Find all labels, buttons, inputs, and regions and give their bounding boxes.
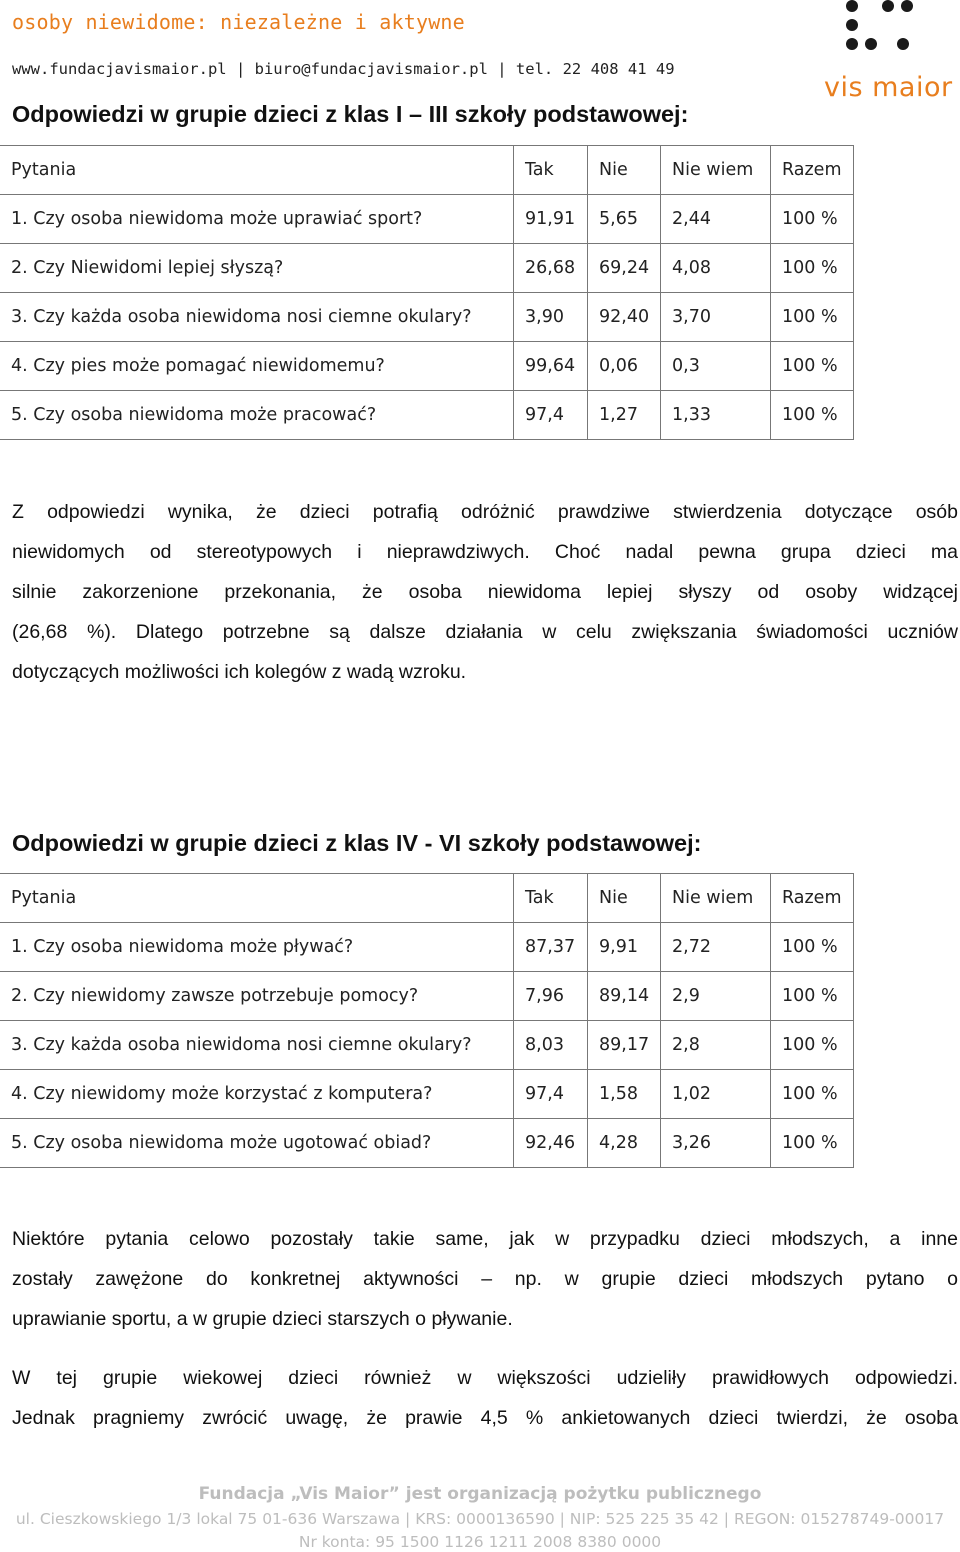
nie-cell: 89,14 [588,972,661,1021]
logo-dot [897,38,909,50]
razem-cell: 100 % [771,244,854,293]
nie-wiem-cell: 2,9 [661,972,771,1021]
contact-line: www.fundacjavismaior.pl | biuro@fundacjavismaior.pl | tel. 22 408 41 49 [12,60,675,78]
logo-wordmark: vis maior [824,72,953,103]
question-cell: 3. Czy każda osoba niewidoma nosi ciemne okulary? [0,1021,514,1070]
section1-heading: Odpowiedzi w grupie dzieci z klas I – III szkoły podstawowej: [12,101,689,127]
logo-dot [846,19,858,31]
nie-cell: 1,27 [588,391,661,440]
razem-cell: 100 % [771,923,854,972]
nie-cell: 9,91 [588,923,661,972]
table-row [0,1119,854,1168]
section2-heading: Odpowiedzi w grupie dzieci z klas IV - VI szkoły podstawowej: [12,830,702,856]
col-header-razem: Razem [771,146,854,195]
tak-cell: 7,96 [514,972,588,1021]
nie-wiem-cell: 2,44 [661,195,771,244]
col-header-tak: Tak [514,146,588,195]
nie-cell: 1,58 [588,1070,661,1119]
footer-bank-account: Nr konta: 95 1500 1126 1211 2008 8380 0000 [298,1533,662,1551]
question-cell: 2. Czy Niewidomi lepiej słyszą? [0,244,514,293]
question-cell: 3. Czy każda osoba niewidoma nosi ciemne okulary? [0,293,514,342]
logo-dot [846,0,858,12]
logo-dot [846,38,858,50]
paragraph-line: uprawianie sportu, a w grupie dzieci starszych o pływanie. [12,1308,513,1330]
question-cell: 5. Czy osoba niewidoma może ugotować obiad? [0,1119,514,1168]
nie-wiem-cell: 2,72 [661,923,771,972]
table-header-row [0,874,854,923]
razem-cell: 100 % [771,1119,854,1168]
section1-summary-paragraph [12,492,958,692]
table-row [0,391,854,440]
question-cell: 1. Czy osoba niewidoma może uprawiać sport? [0,195,514,244]
question-cell: 4. Czy pies może pomagać niewidomemu? [0,342,514,391]
section2-paragraph-1 [12,1219,958,1339]
tak-cell: 8,03 [514,1021,588,1070]
razem-cell: 100 % [771,391,854,440]
paragraph-line: silnie zakorzenione przekonania, że osoba niewidoma lepiej słyszy od osoby widzącej [12,581,958,603]
nie-wiem-cell: 4,08 [661,244,771,293]
section1-table [0,145,854,440]
nie-cell: 4,28 [588,1119,661,1168]
table-row [0,195,854,244]
question-cell: 5. Czy osoba niewidoma może pracować? [0,391,514,440]
table-row [0,342,854,391]
col-header-nie: Nie [588,874,661,923]
col-header-questions: Pytania [0,146,514,195]
razem-cell: 100 % [771,1021,854,1070]
paragraph-line: (26,68 %). Dlatego potrzebne są dalsze działania w celu zwiększania świadomości uczniów [12,621,958,643]
col-header-nie-wiem: Nie wiem [661,874,771,923]
nie-cell: 89,17 [588,1021,661,1070]
logo-dot [865,38,877,50]
tak-cell: 26,68 [514,244,588,293]
paragraph-line: Z odpowiedzi wynika, że dzieci potrafią odróżnić prawdziwe stwierdzenia dotyczące osób [12,501,958,523]
logo-dot [901,0,913,12]
footer-address: ul. Cieszkowskiego 1/3 lokal 75 01-636 Warszawa | KRS: 0000136590 | NIP: 525 225 35 42 | REGON: 015278749-00017 [15,1510,945,1528]
col-header-nie: Nie [588,146,661,195]
nie-wiem-cell: 1,33 [661,391,771,440]
table-row [0,972,854,1021]
razem-cell: 100 % [771,1070,854,1119]
org-title: osoby niewidome: niezależne i aktywne [12,10,465,34]
table-row [0,1021,854,1070]
nie-wiem-cell: 3,26 [661,1119,771,1168]
tak-cell: 91,91 [514,195,588,244]
nie-cell: 69,24 [588,244,661,293]
tak-cell: 97,4 [514,1070,588,1119]
col-header-nie-wiem: Nie wiem [661,146,771,195]
logo-dot [882,0,894,12]
razem-cell: 100 % [771,293,854,342]
section2-paragraph-2 [12,1358,958,1438]
col-header-questions: Pytania [0,874,514,923]
nie-wiem-cell: 3,70 [661,293,771,342]
paragraph-line: niewidomych od stereotypowych i nieprawdziwych. Choć nadal pewna grupa dzieci ma [12,541,958,563]
table-row [0,293,854,342]
nie-cell: 92,40 [588,293,661,342]
paragraph-line: dotyczących możliwości ich kolegów z wadą wzroku. [12,661,467,683]
table-row [0,1070,854,1119]
tak-cell: 3,90 [514,293,588,342]
col-header-razem: Razem [771,874,854,923]
tak-cell: 92,46 [514,1119,588,1168]
tak-cell: 99,64 [514,342,588,391]
nie-wiem-cell: 1,02 [661,1070,771,1119]
footer-org-status: Fundacja „Vis Maior” jest organizacją pożytku publicznego [198,1484,762,1504]
razem-cell: 100 % [771,342,854,391]
paragraph-line: Jednak pragniemy zwrócić uwagę, że prawie 4,5 % ankietowanych dzieci twierdzi, że osoba [12,1407,958,1429]
col-header-tak: Tak [514,874,588,923]
vis-maior-logo [820,0,960,106]
section2-table [0,873,854,1168]
table-row [0,244,854,293]
question-cell: 2. Czy niewidomy zawsze potrzebuje pomocy? [0,972,514,1021]
tak-cell: 87,37 [514,923,588,972]
question-cell: 4. Czy niewidomy może korzystać z komputera? [0,1070,514,1119]
nie-cell: 5,65 [588,195,661,244]
nie-cell: 0,06 [588,342,661,391]
paragraph-line: W tej grupie wiekowej dzieci również w większości udzieliły prawidłowych odpowiedzi. [12,1367,958,1389]
question-cell: 1. Czy osoba niewidoma może pływać? [0,923,514,972]
nie-wiem-cell: 0,3 [661,342,771,391]
table-row [0,923,854,972]
nie-wiem-cell: 2,8 [661,1021,771,1070]
tak-cell: 97,4 [514,391,588,440]
paragraph-line: Niektóre pytania celowo pozostały takie same, jak w przypadku dzieci młodszych, a inne [12,1228,958,1250]
razem-cell: 100 % [771,195,854,244]
table-header-row [0,146,854,195]
paragraph-line: zostały zawężone do konkretnej aktywności – np. w grupie dzieci młodszych pytano o [12,1268,958,1290]
razem-cell: 100 % [771,972,854,1021]
